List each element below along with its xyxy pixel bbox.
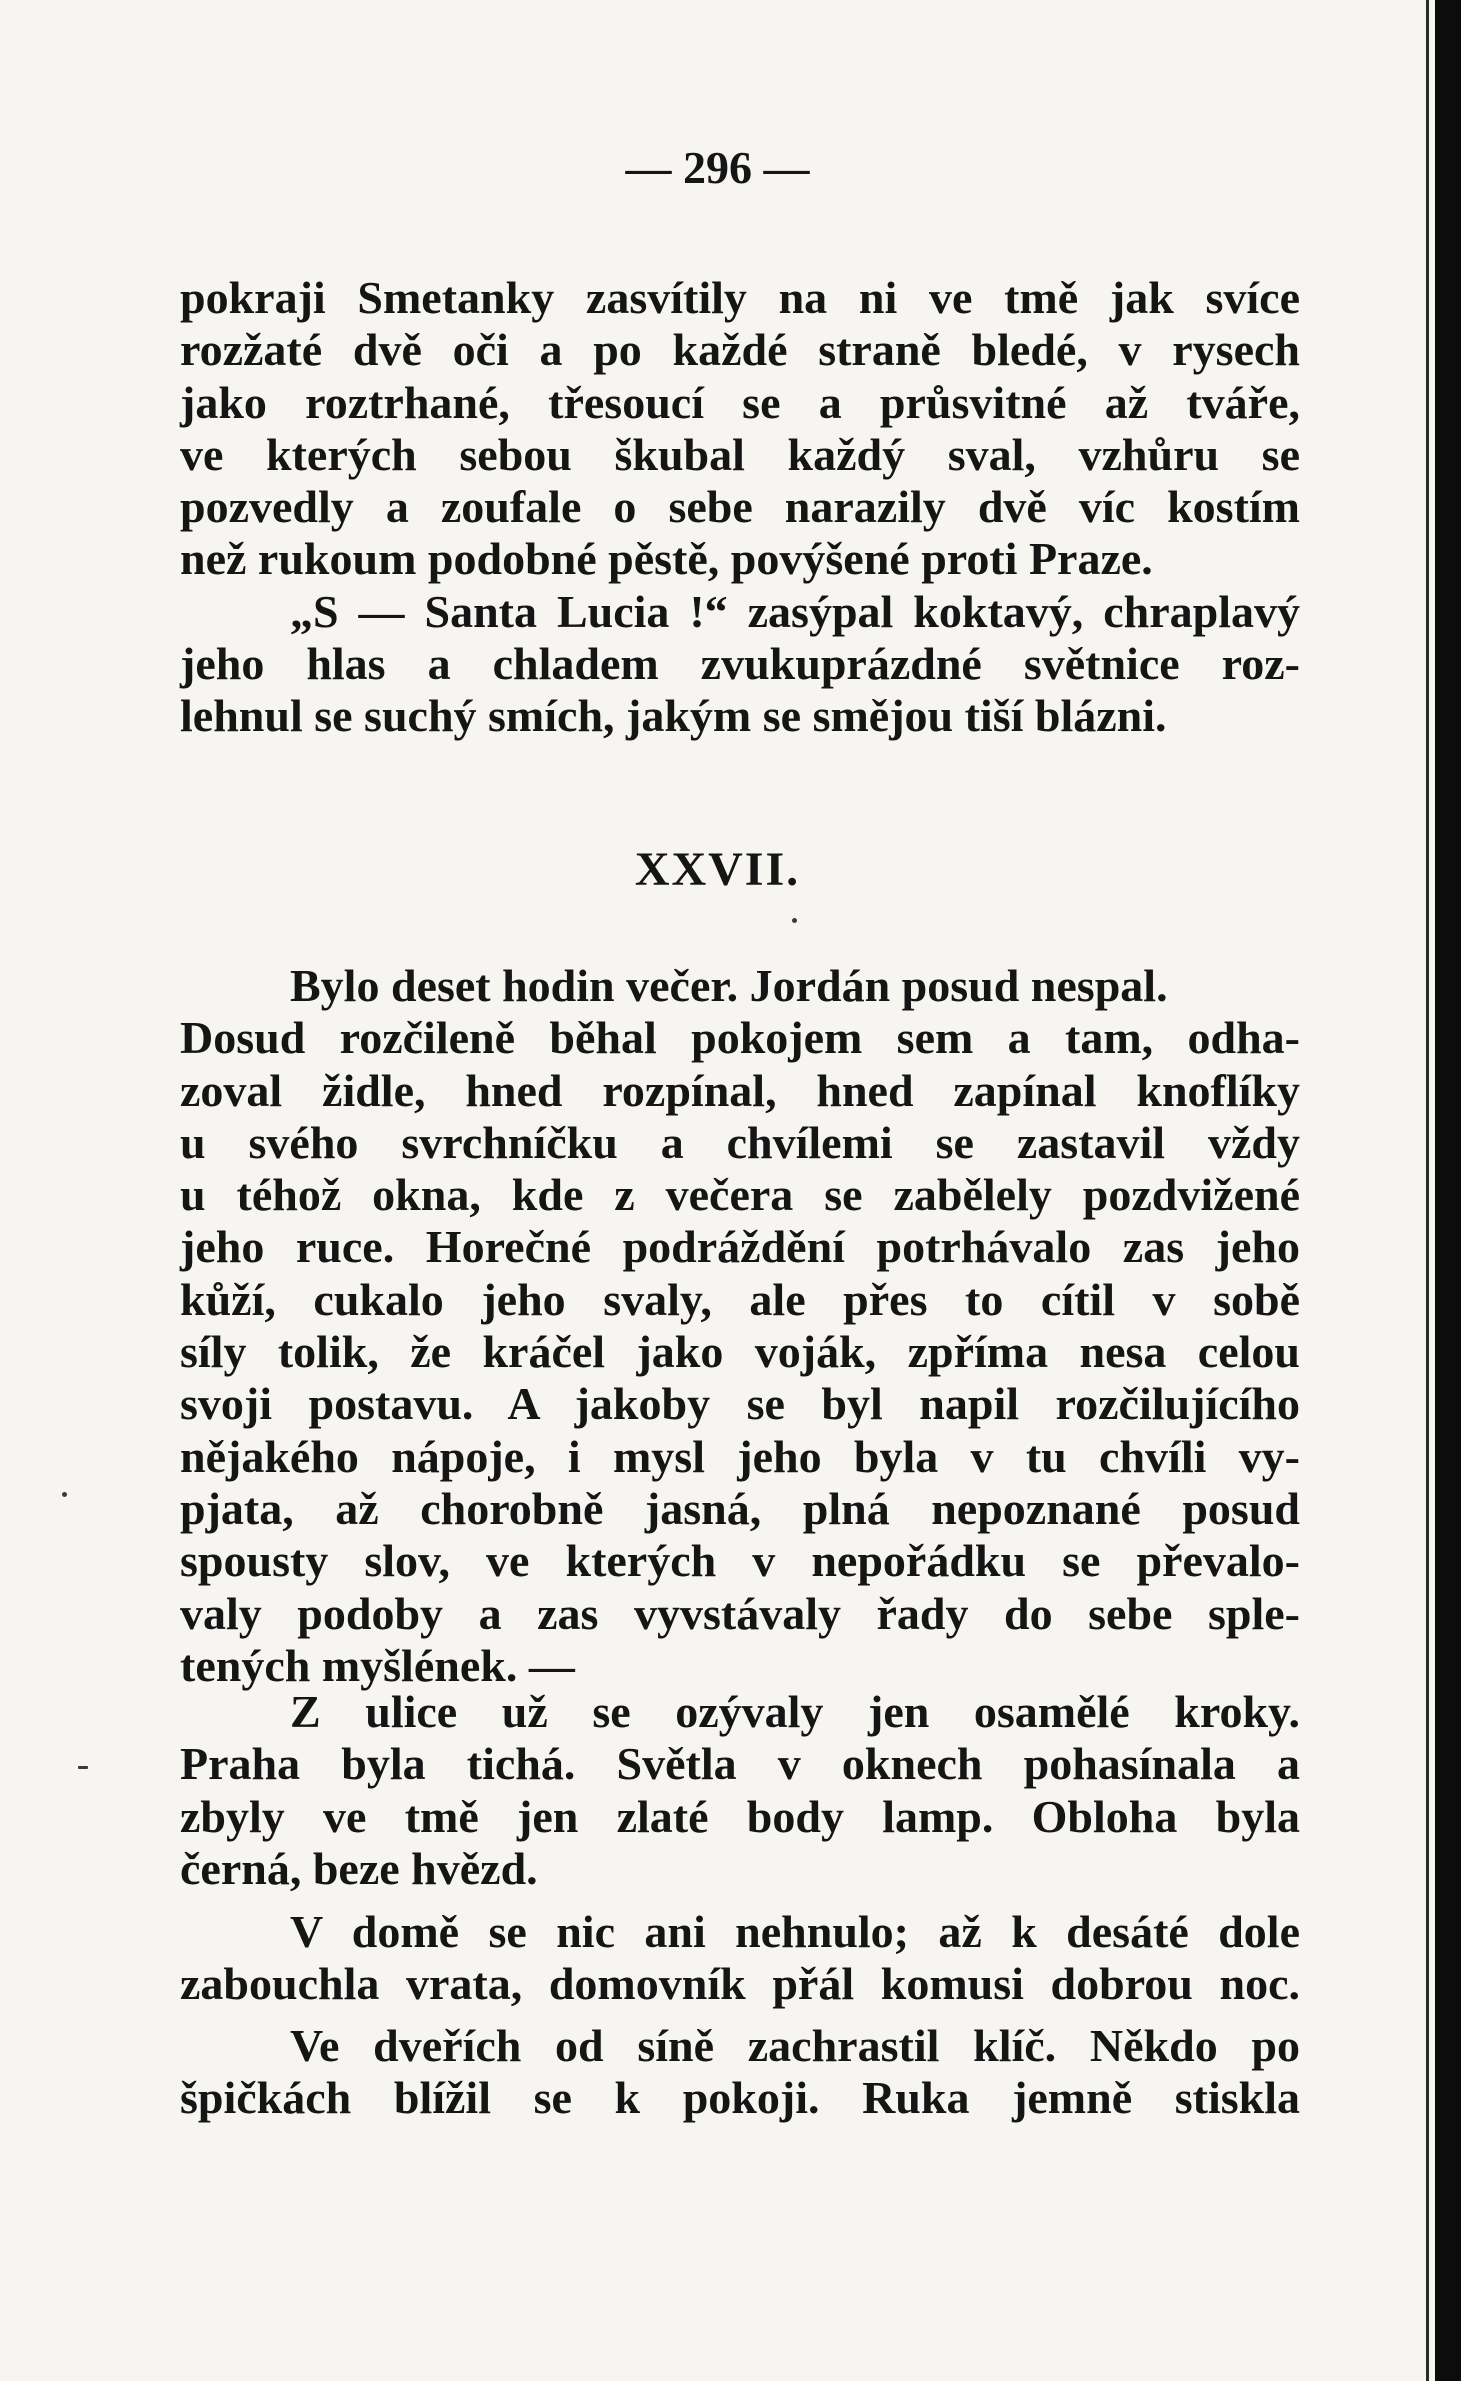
chapter-heading: XXVII. (634, 843, 801, 896)
text-line: černá, beze hvězd. (180, 1842, 538, 1894)
text-line: zbyly ve tmě jen zlaté body lamp. Obloha byla (180, 1790, 1300, 1842)
text-line: spousty slov, ve kterých v nepořádku se převalo- (180, 1535, 1300, 1587)
paragraph-3 (180, 1686, 1300, 1895)
text-line: tených myšlének. — (180, 1639, 575, 1691)
text-line: jeho hlas a chladem zvukuprázdné světnice roz- (180, 638, 1300, 690)
page-edge-line (1426, 0, 1429, 2381)
text-line: lehnul se suchý smích, jakým se smějou tiší blázni. (180, 690, 1167, 742)
text-line: Bylo deset hodin večer. Jordán posud nespal. (290, 960, 1168, 1011)
text-line: rozžaté dvě oči a po každé straně bledé, v rysech (180, 324, 1300, 376)
text-line: Praha byla tichá. Světla v oknech pohasínala a (180, 1738, 1300, 1790)
text-line: pjata, až chorobně jasná, plná nepoznané posud (180, 1482, 1300, 1534)
paragraph-5 (180, 2020, 1300, 2125)
text-line: u téhož okna, kde z večera se zabělely pozdvižené (180, 1169, 1300, 1221)
text-line: síly tolik, že kráčel jako voják, zpříma nesa celou (180, 1326, 1300, 1378)
text-line: zoval židle, hned rozpínal, hned zapínal knoflíky (180, 1064, 1300, 1116)
text-line: u svého svrchníčku a chvílemi se zastavil vždy (180, 1116, 1300, 1168)
text-line: špičkách blížil se k pokoji. Ruka jemně stiskla (180, 2072, 1300, 2124)
paragraph-4 (180, 1906, 1300, 2011)
text-line: jako roztrhané, třesoucí se a průsvitné až tváře, (180, 376, 1300, 428)
text-line: Z ulice už se ozývaly jen osamělé kroky. (290, 1686, 1300, 1737)
text-line: valy podoby a zas vyvstávaly řady do sebe sple- (180, 1587, 1300, 1639)
print-speck (792, 918, 797, 923)
text-line: ve kterých sebou škubal každý sval, vzhůru se (180, 428, 1300, 480)
text-line: než rukoum podobné pěstě, povýšené proti Praze. (180, 533, 1153, 585)
text-line: Ve dveřích od síně zachrastil klíč. Někdo po (290, 2020, 1300, 2071)
text-line: pozvedly a zoufale o sebe narazily dvě víc kostím (180, 481, 1300, 533)
text-line: Dosud rozčileně běhal pokojem sem a tam, odha- (180, 1012, 1300, 1064)
text-line: jeho ruce. Horečné podráždění potrhávalo zas jeho (180, 1221, 1300, 1273)
page-number: — 296 — (625, 142, 810, 193)
print-speck (62, 1492, 67, 1497)
paragraph-2 (180, 960, 1300, 1692)
paragraph-1 (180, 272, 1300, 743)
text-line: pokraji Smetanky zasvítily na ni ve tmě jak svíce (180, 272, 1300, 323)
text-line: zabouchla vrata, domovník přál komusi dobrou noc. (180, 1958, 1300, 2010)
text-line: V domě se nic ani nehnulo; až k desáté dole (290, 1906, 1300, 1957)
print-speck (78, 1766, 88, 1769)
scan-border (1435, 0, 1461, 2381)
text-line: svoji postavu. A jakoby se byl napil rozčilujícího (180, 1378, 1300, 1430)
text-line: „S — Santa Lucia !“ zasýpal koktavý, chraplavý (290, 585, 1300, 637)
text-line: nějakého nápoje, i mysl jeho byla v tu chvíli vy- (180, 1430, 1300, 1482)
text-line: kůží, cukalo jeho svaly, ale přes to cítil v sobě (180, 1273, 1300, 1325)
